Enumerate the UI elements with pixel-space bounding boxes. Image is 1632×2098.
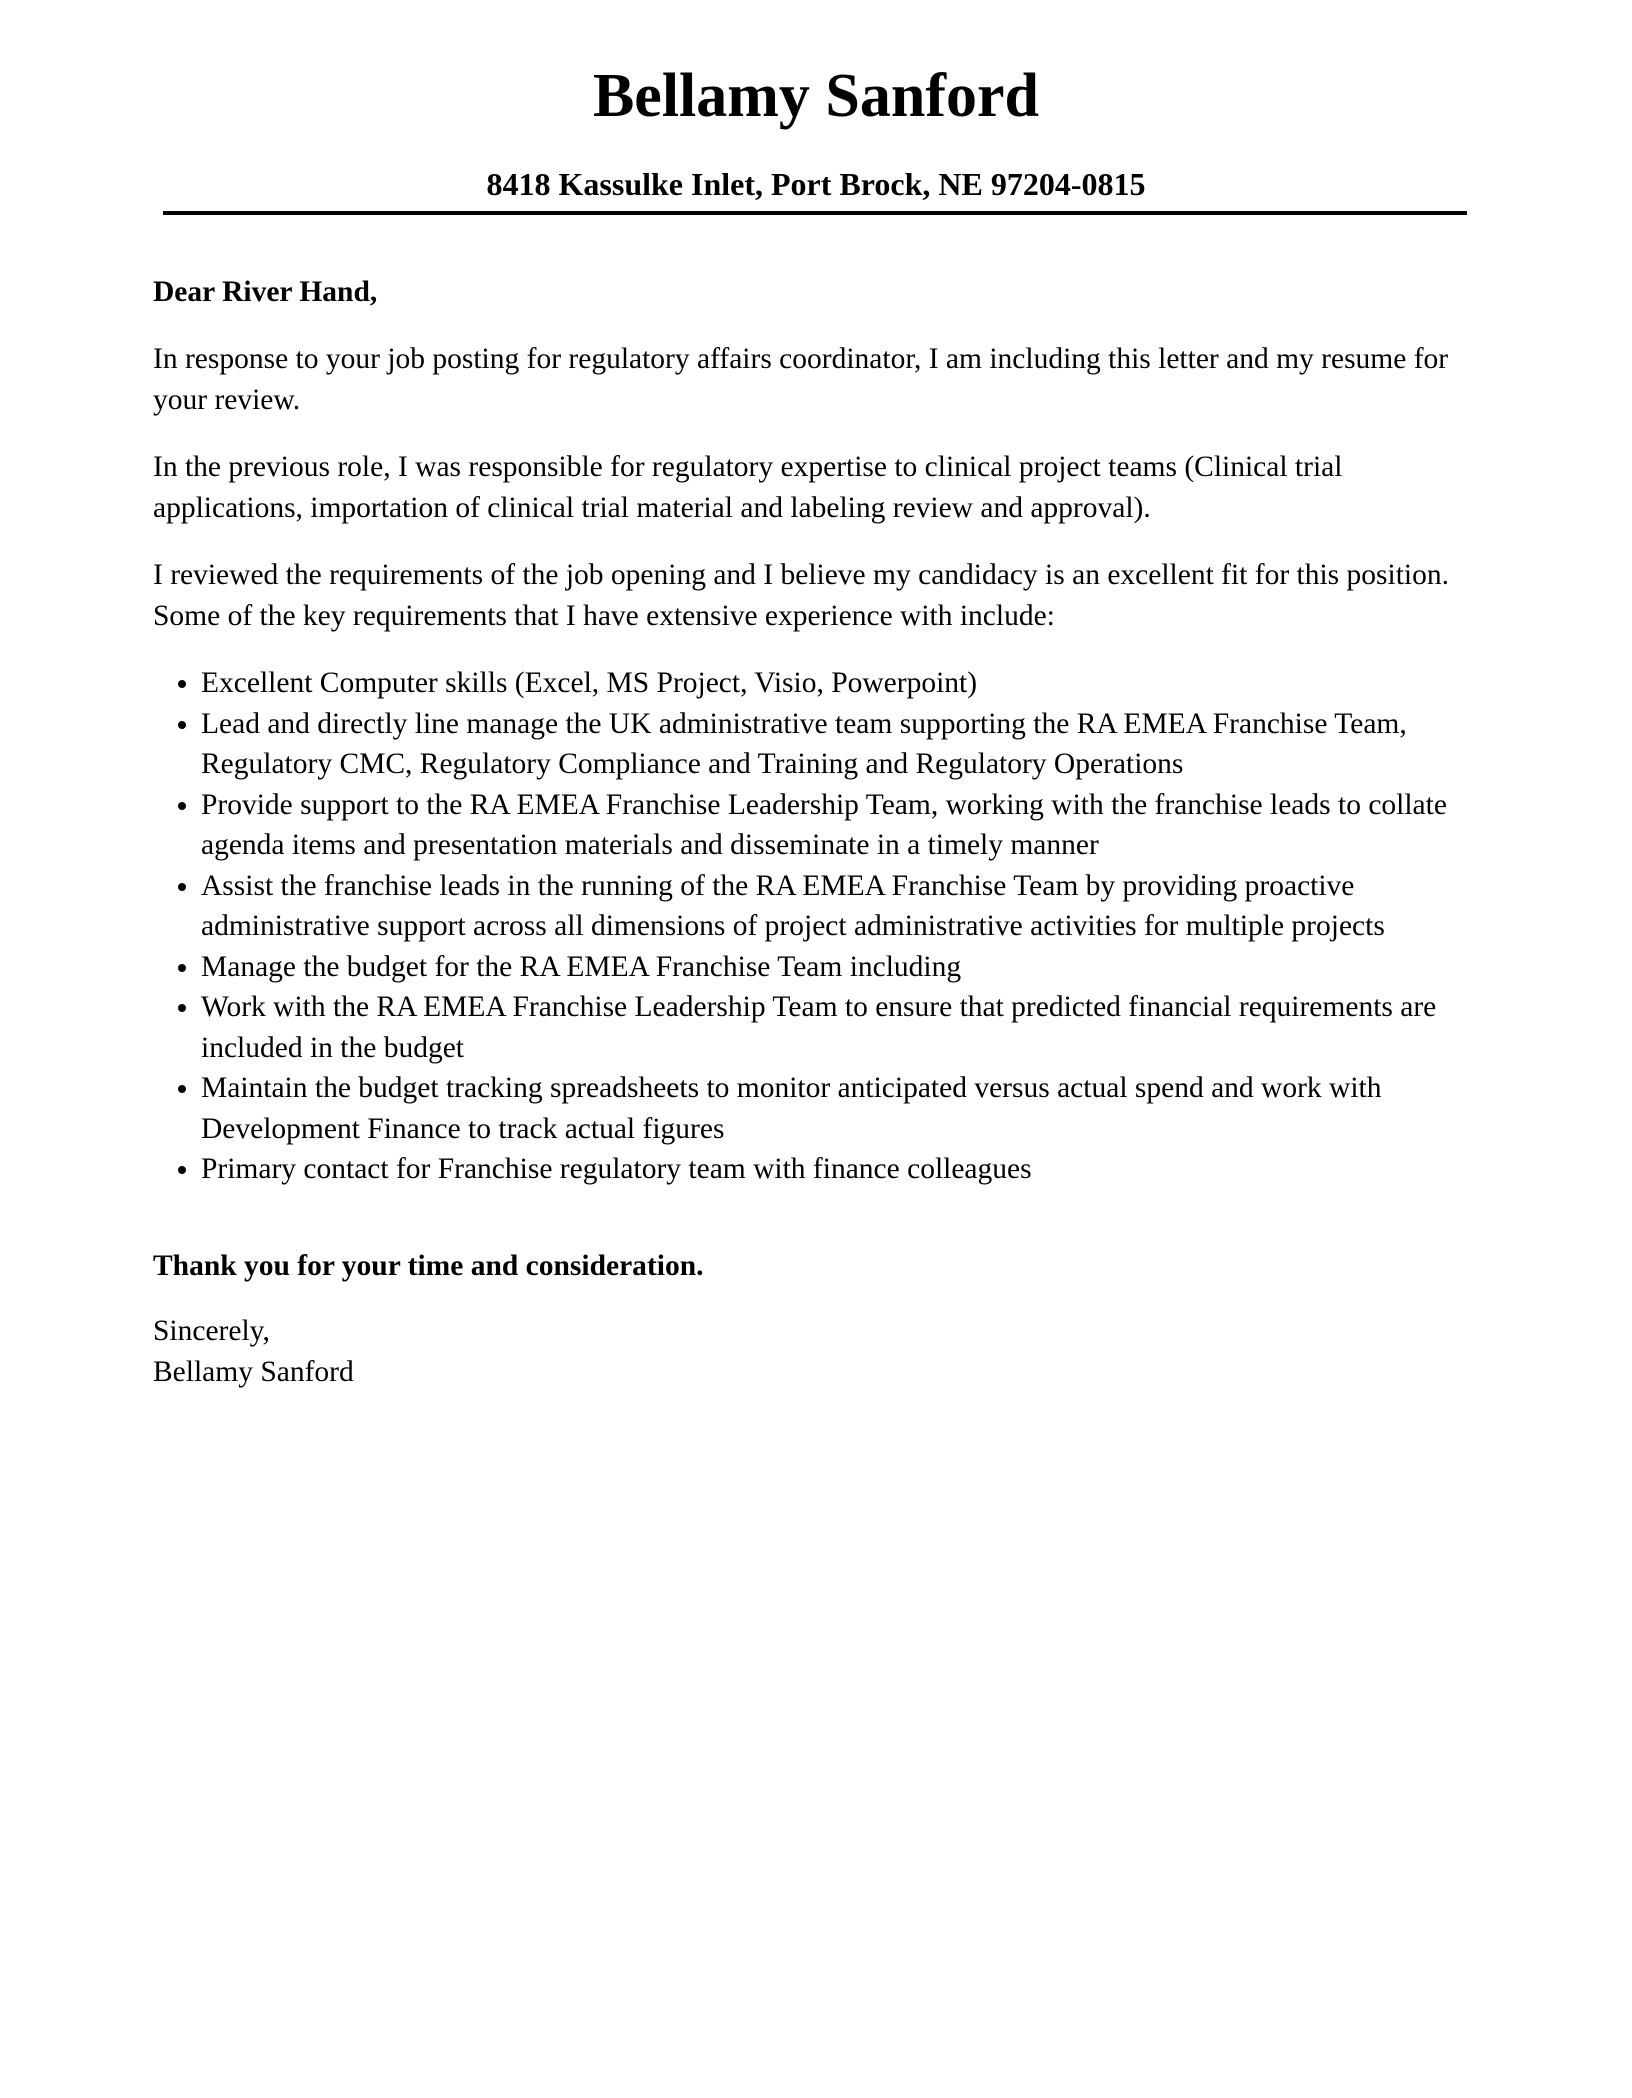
header-divider: [163, 211, 1467, 215]
letter-body: [153, 272, 1473, 1393]
list-item: • Lead and directly line manage the UK administrative team supporting the RA EMEA Franchise Team, Regulatory CMC, Regulatory Compliance and Training and Regulatory Operations: [201, 704, 1473, 785]
closing: Sincerely,: [153, 1314, 270, 1347]
list-item: • Maintain the budget tracking spreadsheets to monitor anticipated versus actual spend and work with Development Finance to track actual figures: [201, 1068, 1473, 1149]
thank-you-line: Thank you for your time and consideration.: [153, 1249, 704, 1282]
applicant-name: Bellamy Sanford: [592, 62, 1040, 130]
paragraph-previous-role: In the previous role, I was responsible for regulatory expertise to clinical project teams (Clinical trial applications, importation of clinical trial material and labeling review and approval).: [153, 451, 1343, 524]
applicant-address: 8418 Kassulke Inlet, Port Brock, NE 97204-0815: [486, 166, 1146, 202]
requirements-list: [153, 663, 1473, 1190]
list-item: • Primary contact for Franchise regulatory team with finance colleagues: [201, 1149, 1473, 1190]
paragraph-intro: In response to your job posting for regulatory affairs coordinator, I am including this letter and my resume for your review.: [153, 343, 1449, 416]
signature: Bellamy Sanford: [153, 1355, 354, 1388]
list-item: • Manage the budget for the RA EMEA Franchise Team including: [201, 947, 1473, 988]
paragraph-requirements-intro: I reviewed the requirements of the job opening and I believe my candidacy is an excellent fit for this position. Some of the key requirements that I have extensive experience with include:: [153, 559, 1449, 632]
signoff: [153, 1311, 1473, 1393]
list-item: • Work with the RA EMEA Franchise Leadership Team to ensure that predicted financial requirements are included in the budget: [201, 987, 1473, 1068]
list-item: • Excellent Computer skills (Excel, MS Project, Visio, Powerpoint): [201, 663, 1473, 704]
list-item: • Assist the franchise leads in the running of the RA EMEA Franchise Team by providing proactive administrative support across all dimensions of project administrative activities for multiple projects: [201, 866, 1473, 947]
list-item: • Provide support to the RA EMEA Franchise Leadership Team, working with the franchise leads to collate agenda items and presentation materials and disseminate in a timely manner: [201, 785, 1473, 866]
salutation: Dear River Hand,: [153, 276, 378, 308]
